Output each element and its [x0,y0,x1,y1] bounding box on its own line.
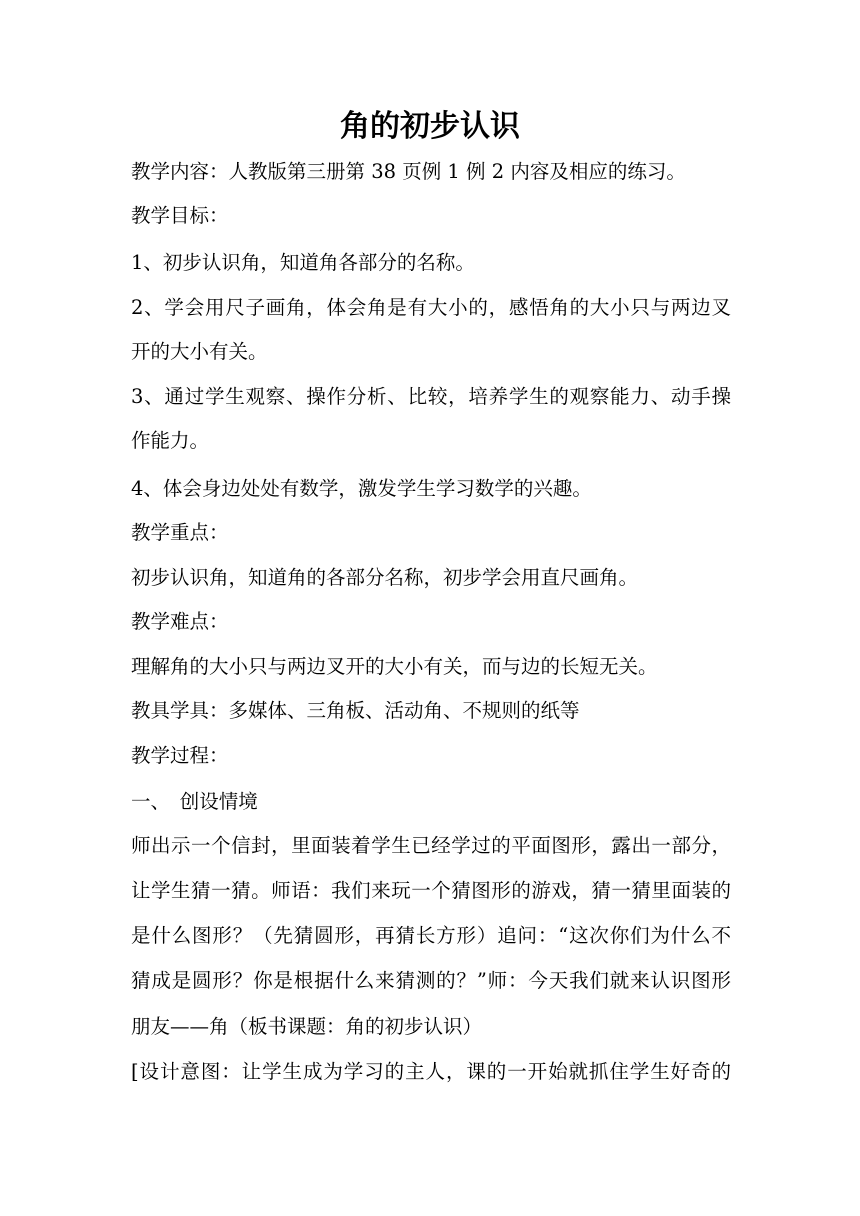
text-line-objective-1: 1、初步认识角，知道角各部分的名称。 [131,251,475,274]
text-line-paragraph-4: 猜成是圆形？你是根据什么来猜测的？”师：今天我们就来认识图形 [131,969,731,992]
text-line-difficulties-heading: 教学难点： [131,610,229,633]
text-line-section-1-heading: 一、 创设情境 [131,790,258,813]
text-line-teaching-content: 教学内容：人教版第三册第 38 页例 1 例 2 内容及相应的练习。 [131,160,686,183]
text-line-paragraph-2: 让学生猜一猜。师语：我们来玩一个猜图形的游戏，猜一猜里面装的 [131,879,731,902]
text-line-objective-4: 4、体会身边处处有数学，激发学生学习数学的兴趣。 [131,477,592,500]
text-line-design-intent: [设计意图：让学生成为学习的主人，课的一开始就抓住学生好奇的 [131,1060,731,1083]
text-line-objective-2b: 开的大小有关。 [131,340,268,363]
text-line-objectives-heading: 教学目标： [131,204,229,227]
text-line-objective-3b: 作能力。 [131,429,210,452]
text-line-paragraph-3: 是什么图形？（先猜圆形，再猜长方形）追问：“这次你们为什么不 [131,924,731,947]
text-line-difficulties: 理解角的大小只与两边叉开的大小有关，而与边的长短无关。 [131,655,658,678]
text-line-key-points-heading: 教学重点： [131,521,229,544]
text-line-paragraph-1: 师出示一个信封，里面装着学生已经学过的平面图形，露出一部分， [131,834,731,857]
text-line-objective-2a: 2、学会用尺子画角，体会角是有大小的，感悟角的大小只与两边叉 [131,296,731,319]
text-line-teaching-aids: 教具学具：多媒体、三角板、活动角、不规则的纸等 [131,699,580,722]
text-line-key-points: 初步认识角，知道角的各部分名称，初步学会用直尺画角。 [131,566,639,589]
text-line-process-heading: 教学过程： [131,744,229,767]
document-title: 角的初步认识 [340,109,520,144]
text-line-objective-3a: 3、通过学生观察、操作分析、比较，培养学生的观察能力、动手操 [131,385,731,408]
text-line-paragraph-5: 朋友——角（板书课题：角的初步认识） [131,1015,483,1038]
